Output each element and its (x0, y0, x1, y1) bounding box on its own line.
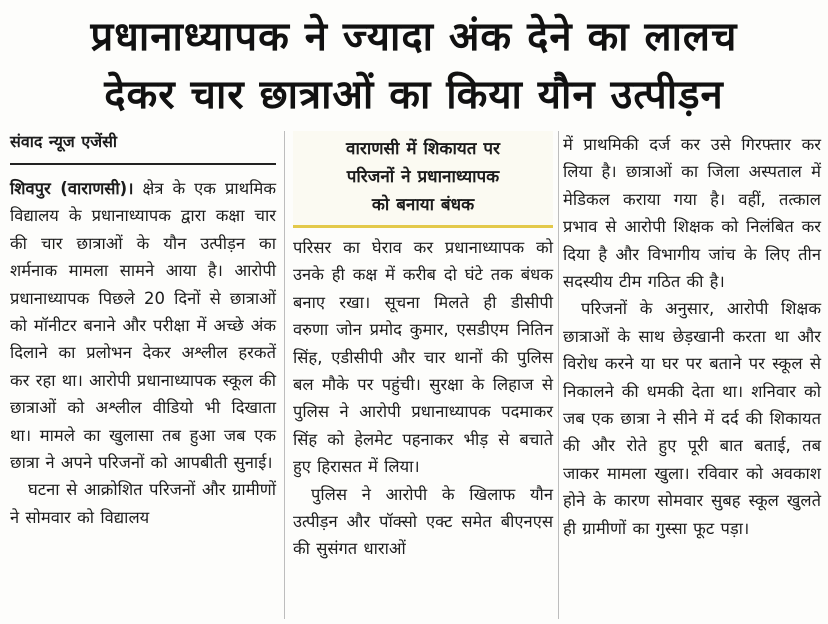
column-divider (284, 131, 285, 619)
subheadline-line-2: परिजनों ने प्रधानाध्यापक (346, 167, 500, 187)
subheadline-box (293, 131, 553, 228)
article-paragraph-5: में प्राथमिकी दर्ज कर उसे गिरफ्तार कर लिया है। छात्राओं का जिला अस्पताल में मेडिकल कराया गया है। वहीं, तत्काल प्रभाव से आरोपी शिक्षक को निलंबित कर दिया है और विभागीय जांच के लिए तीन सदस्यीय टीम गठित की है। (563, 135, 821, 292)
column-divider (558, 131, 559, 619)
byline: संवाद न्यूज एजेंसी (10, 131, 276, 165)
article-column-1 (10, 131, 276, 531)
subheadline-line-3: को बनाया बंधक (371, 195, 475, 215)
article-column-2 (293, 131, 553, 563)
article-paragraph-4: पुलिस ने आरोपी के खिलाफ यौन उत्पीड़न और पॉक्सो एक्ट समेत बीएनएस की सुसंगत धाराओं (293, 484, 553, 559)
headline (0, 8, 828, 124)
dateline: शिवपुर (वाराणसी)। (10, 179, 134, 198)
article-paragraph-6: परिजनों के अनुसार, आरोपी शिक्षक छात्राओं के साथ छेड़खानी करता था और विरोध करने या घर पर बताने पर स्कूल से निकालने की धमकी देता था। शनिवार को जब एक छात्रा ने सीने में दर्द की शिकायत की और रोते हुए पूरी बात बताई, तब जाकर मामला खुला। रविवार को अवकाश होने के कारण सोमवार सुबह स्कूल खुलते ही ग्रामीणों का गुस्सा फूट पड़ा। (563, 299, 821, 538)
headline-line-2: देकर चार छात्राओं का किया यौन उत्पीड़न (104, 72, 724, 118)
headline-line-1: प्रधानाध्यापक ने ज्यादा अंक देने का लालच (90, 14, 738, 60)
subheadline-line-1: वाराणसी में शिकायत पर (346, 139, 500, 159)
article-paragraph-1 (10, 175, 276, 476)
article-text: क्षेत्र के एक प्राथमिक विद्यालय के प्रधानाध्यापक द्वारा कक्षा चार की चार छात्राओं के यौन उत्पीड़न का शर्मनाक मामला सामने आया है। आरोपी प्रधानाध्यापक पिछले 20 दिनों से छात्राओं को मॉनीटर बनाने और परीक्षा में अच्छे अंक दिलाने का प्रलोभन देकर अश्लील हरकतें कर रहा था। आरोपी प्रधानाध्यापक स्कूल की छात्राओं को अश्लील वीडियो भी दिखाता था। मामले का खुलासा तब हुआ जब एक छात्रा ने अपने परिजनों को आपबीती सुनाई। (10, 179, 277, 473)
article-column-3 (563, 131, 821, 542)
article-paragraph-2: घटना से आक्रोशित परिजनों और ग्रामीणों ने सोमवार को विद्यालय (10, 480, 276, 527)
article-paragraph-3: परिसर का घेराव कर प्रधानाध्यापक को उनके ही कक्ष में करीब दो घंटे तक बंधक बनाए रखा। सूचना मिलते ही डीसीपी वरुणा जोन प्रमोद कुमार, एसडीएम नितिन सिंह, एडीसीपी और चार थानों की पुलिस बल मौके पर पहुंची। सुरक्षा के लिहाज से पुलिस ने आरोपी प्रधानाध्यापक पदमाकर सिंह को हेलमेट पहनाकर भीड़ से बचाते हुए हिरासत में लिया। (293, 238, 553, 477)
